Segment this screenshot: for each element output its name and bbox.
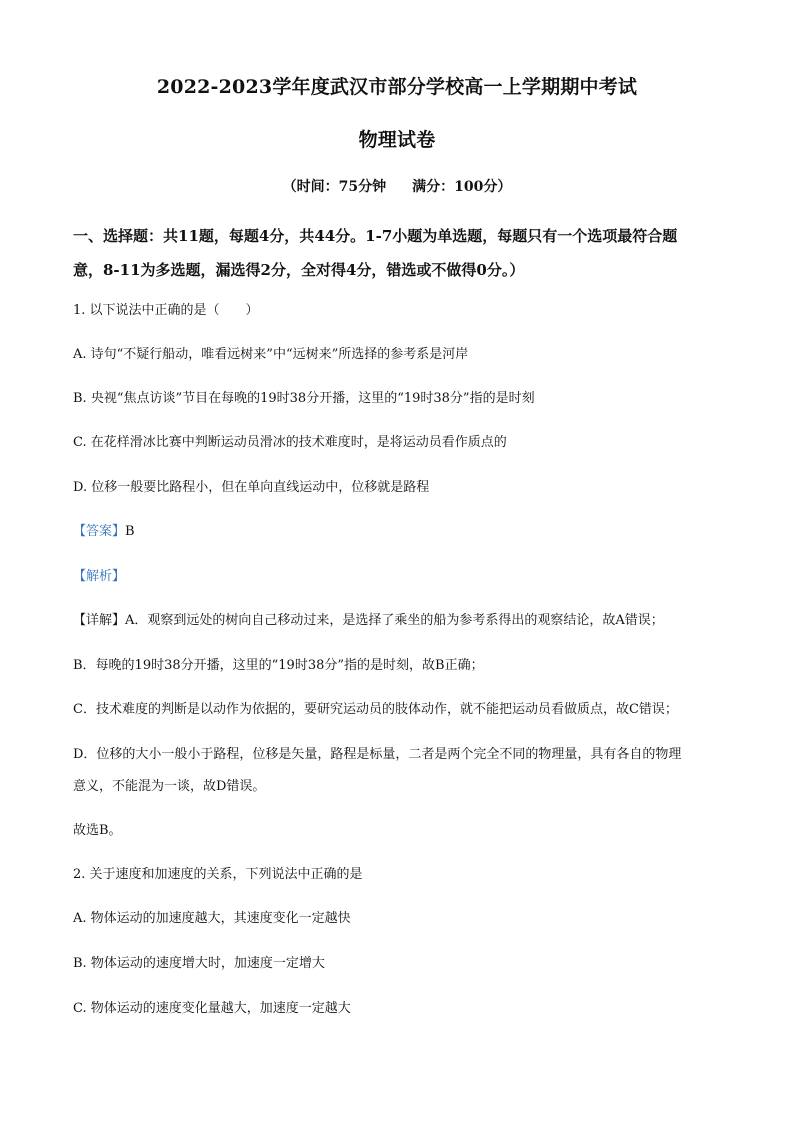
detail-tag: 【详解】: [73, 613, 126, 628]
analysis-tag: 【解析】: [73, 569, 126, 584]
exam-title: 2022-2023学年度武汉市部分学校高一上学期期中考试: [156, 76, 638, 98]
q2-option-c: C. 物体运动的速度变化量越大，加速度一定越大: [73, 1001, 351, 1016]
score-label: 满分：100分）: [412, 179, 512, 195]
q1-detail-line-2: B．每晚的19时38分开播，这里的“19时38分”指的是时刻，故B正确；: [73, 658, 484, 673]
q1-answer: [73, 520, 733, 539]
q2-option-a: A. 物体运动的加速度越大，其速度变化一定越快: [73, 911, 351, 926]
q1-option-a: A. 诗句“不疑行船动，唯看远树来”中“远树来”所选择的参考系是河岸: [73, 347, 469, 362]
exam-subtitle: 物理试卷: [358, 129, 436, 151]
q1-option-d: D. 位移一般要比路程小，但在单向直线运动中，位移就是路程: [73, 480, 430, 495]
q1-detail-line-4: D．位移的大小一般小于路程，位移是矢量，路程是标量，二者是两个完全不同的物理量，具有各自的物理: [73, 747, 682, 762]
q2-option-b: B. 物体运动的速度增大时，加速度一定增大: [73, 956, 325, 971]
q1-detail-line-1: [73, 609, 733, 628]
q1-conclusion: 故选B。: [73, 823, 122, 838]
answer-tag: 【答案】: [73, 524, 126, 539]
q1-option-b: B. 央视“焦点访谈”节目在每晚的19时38分开播，这里的“19时38分”指的是时刻: [73, 391, 535, 406]
q2-stem: 2. 关于速度和加速度的关系，下列说法中正确的是: [73, 867, 363, 882]
q1-detail-line-3: C．技术难度的判断是以动作为依据的，要研究运动员的肢体动作，就不能把运动员看做质点，故C错误；: [73, 702, 678, 717]
q1-stem: 1. 以下说法中正确的是（ ）: [73, 303, 259, 318]
detail-text-a: A．观察到远处的树向自己移动过来，是选择了乘坐的船为参考系得出的观察结论，故A错误；: [125, 613, 664, 628]
section-heading: [73, 219, 733, 287]
section-heading-line-2: 意，8-11为多选题，漏选得2分，全对得4分，错选或不做得0分。）: [73, 261, 525, 279]
q1-analysis: [73, 565, 733, 584]
answer-value: B: [125, 524, 135, 539]
exam-meta: [0, 176, 794, 196]
time-label: （时间：75分钟: [282, 179, 387, 195]
q1-option-c: C. 在花样滑冰比赛中判断运动员滑冰的技术难度时，是将运动员看作质点的: [73, 435, 507, 450]
section-heading-line-1: 一、选择题：共11题，每题4分，共44分。1-7小题为单选题，每题只有一个选项最符合题: [73, 227, 678, 245]
q1-detail-line-5: 意义，不能混为一谈，故D错误。: [73, 779, 266, 794]
